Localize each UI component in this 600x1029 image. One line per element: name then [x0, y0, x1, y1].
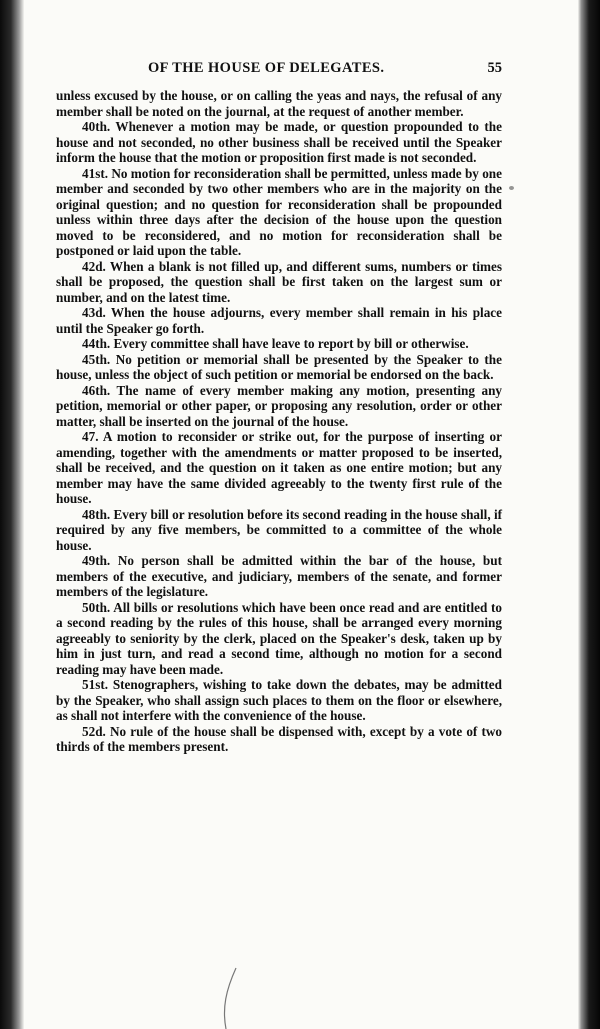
rule-41: 41st. No motion for reconsideration shall be permitted, unless made by one member and seconded by two other members who are in the majority on the original question; and no question for reconsideration shall be propounded unless within three days after the decision of the house upon the question moved to be reconsidered, and no motion for reconsideration shall be postponed or laid upon the table. — [56, 165, 502, 258]
rule-51: 51st. Stenographers, wishing to take down the debates, may be admitted by the Speaker, who shall assign such places to them on the floor or elsewhere, as shall not interfere with the convenience of the house. — [56, 677, 502, 723]
page-number: 55 — [487, 60, 502, 76]
running-head — [56, 60, 502, 82]
running-title: OF THE HOUSE OF DELEGATES. — [148, 60, 385, 76]
rule-52: 52d. No rule of the house shall be dispensed with, except by a vote of two thirds of the members present. — [56, 723, 502, 754]
document-page — [56, 60, 502, 755]
page-left-edge-shadow — [0, 0, 24, 1029]
rule-49: 49th. No person shall be admitted within the bar of the house, but members of the executive, and judiciary, members of the senate, and former members of the legislature. — [56, 553, 502, 599]
rule-42: 42d. When a blank is not filled up, and different sums, numbers or times shall be proposed, the question shall be first taken on the largest sum or number, and on the latest time. — [56, 258, 502, 305]
rule-47: 47. A motion to reconsider or strike out, for the purpose of inserting or amending, together with the amendments or matter proposed to be inserted, shall be received, and the question on it taken as one entire motion; but any member may have the same divided agreeably to the twenty first rule of the house. — [56, 429, 502, 506]
rule-46: 46th. The name of every member making any motion, presenting any petition, memorial or other paper, or proposing any resolution, order or other matter, shall be inserted on the journal of the house. — [56, 382, 502, 429]
rule-44: 44th. Every committee shall have leave to report by bill or otherwise. — [82, 336, 469, 351]
rules-text — [56, 88, 502, 755]
rule-43: 43d. When the house adjourns, every member shall remain in his place until the Speaker go forth. — [56, 305, 502, 336]
rule-50: 50th. All bills or resolutions which have been once read and are entitled to a second reading by the rules of this house, shall be arranged every morning agreeably to seniority by the clerk, placed on the Speaker's desk, taken up by him in just turn, and read a second time, although no motion for a second reading may have been made. — [56, 599, 502, 677]
page-right-edge-shadow — [578, 0, 600, 1029]
rule-45: 45th. No petition or memorial shall be presented by the Speaker to the house, unless the object of such petition or memorial be endorsed on the back. — [56, 351, 502, 382]
paragraph-continuation: unless excused by the house, or on calling the yeas and nays, the refusal of any member shall be noted on the journal, at the request of another member. — [56, 88, 502, 119]
rule-48: 48th. Every bill or resolution before its second reading in the house shall, if required by any five members, be committed to a committee of the whole house. — [56, 506, 502, 553]
ink-speck — [509, 186, 514, 190]
rule-40: 40th. Whenever a motion may be made, or question propounded to the house and not seconded, no other business shall be received until the Speaker inform the house that the motion or proposition first made is not seconded. — [56, 119, 502, 165]
